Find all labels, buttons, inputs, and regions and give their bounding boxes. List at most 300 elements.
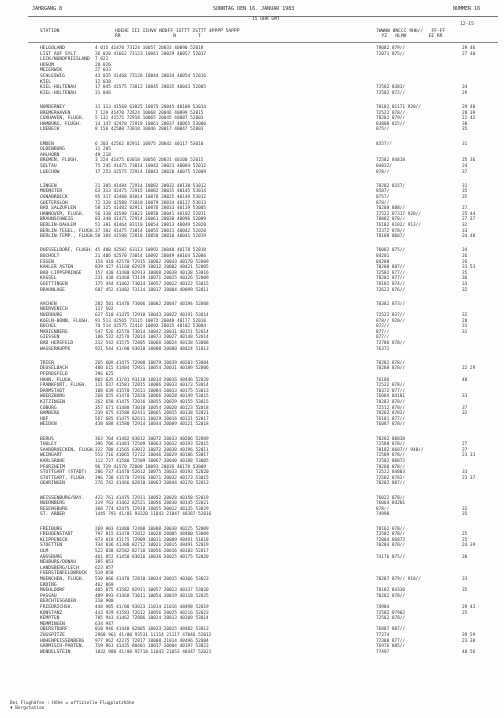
wind-gust: 24 bbox=[462, 164, 468, 169]
weather-code: 72582 86872 bbox=[376, 459, 406, 464]
station-name: BERCHTESGADEN bbox=[40, 599, 76, 605]
synop-code: 357 671 41480 73010 10054 20020 40123 52018 bbox=[95, 405, 209, 411]
wind-gust: 27 37 bbox=[462, 217, 476, 223]
wind-gust: 30 bbox=[462, 554, 468, 560]
weather-code: 877// bbox=[376, 329, 390, 335]
station-name: BREMEN, FLUGH. bbox=[40, 158, 79, 164]
weather-code: 77274 bbox=[376, 633, 390, 638]
station-name: BAD LIPPSPRINGE bbox=[40, 270, 82, 276]
wind-gust: 29 bbox=[462, 90, 468, 96]
station-name: NUERBURG bbox=[40, 313, 63, 318]
synop-code: 56 338 41580 73023 10058 20041 40102 52011 bbox=[95, 211, 207, 217]
synop-code: 12 038 bbox=[95, 79, 111, 85]
weather-code: 76064 84201 bbox=[376, 501, 406, 507]
synop-code: 5 131 41575 72918 10065 20045 40087 52003 bbox=[95, 116, 204, 122]
weather-code: 70288 887// bbox=[376, 265, 406, 271]
synop-column-subheader: RR N T bbox=[115, 34, 243, 39]
synop-code: 921 544 41/00 93010 10000 20000 48424 51013 bbox=[95, 346, 209, 352]
synop-code: 231 438 41468 73119 10071 20015 40126 52009 bbox=[95, 276, 209, 282]
weather-code: 72522 878// bbox=[376, 383, 406, 389]
weather-code: 72372 878// bbox=[376, 228, 406, 234]
synop-code: 11 113 41560 63025 10075 20045 40108 53014 bbox=[95, 105, 207, 110]
period-label: 12-15 bbox=[460, 22, 474, 27]
station-name: BERLIN-TEMP., FLUGH. bbox=[40, 234, 96, 240]
weather-column-subheader: YZ HLMH EE RR bbox=[376, 34, 443, 39]
synop-code: 175 444 41462 73014 10057 20022 40122 53015 bbox=[95, 282, 209, 287]
wind-gust: 25 bbox=[462, 537, 468, 543]
weather-code: 74984 bbox=[376, 605, 390, 610]
station-name: LUECHOW bbox=[40, 169, 60, 175]
synop-code: 11 205 bbox=[95, 147, 111, 153]
station-name: MUEHLDORF bbox=[40, 588, 65, 594]
wind-gust: 39 59 bbox=[462, 633, 476, 638]
station-name: BUCHEL bbox=[40, 324, 57, 330]
synop-code: 265 609 41475 72908 10079 20039 40203 53004 bbox=[95, 360, 209, 366]
weather-code: 70182 8687// 940// bbox=[376, 447, 424, 453]
synop-code: 14 147 42470 72918 10061 20037 40065 53000 bbox=[95, 121, 207, 127]
station-name: HAMBURG, FLUGH. bbox=[40, 121, 82, 127]
station-name: NORDERNEY bbox=[40, 105, 65, 110]
wind-gust: 31 bbox=[462, 329, 468, 335]
station-name: LANDSBERG/LECH bbox=[40, 565, 79, 571]
station-name: SCHLESWIG bbox=[40, 74, 65, 79]
synop-code: 276 742 41466 82810 10063 20044 40170 52013 bbox=[95, 481, 209, 487]
station-name: BAMBERG bbox=[40, 411, 60, 417]
station-name: ERDING bbox=[40, 582, 57, 588]
synop-code: 461 852 41458 83016 10036 20025 40175 52020 bbox=[95, 554, 209, 560]
station-name: FRIEDRICHSH. bbox=[40, 605, 74, 610]
weather-code: 72582 84818 bbox=[376, 158, 406, 164]
station-name: ZUGSPITZE bbox=[40, 633, 65, 638]
wind-gust: 28 39 bbox=[462, 110, 476, 116]
station-name: STUTTGART (STADT) bbox=[40, 470, 88, 476]
station-name: WEINGART bbox=[40, 453, 63, 459]
wind-gust: 24 39 bbox=[462, 543, 476, 549]
synop-code: 810 946 41440 82805 10023 20015 48482 53013 bbox=[95, 627, 209, 633]
station-name: HOHENPEISSENBERG bbox=[40, 638, 85, 644]
station-name: KIEL-HOLTENAU bbox=[40, 85, 76, 91]
report-header bbox=[28, 4, 498, 17]
synop-code: 218 900 bbox=[95, 599, 114, 605]
station-name: KITZINGEN bbox=[40, 400, 65, 405]
station-column-header: STATION bbox=[40, 29, 60, 34]
wind-gust: 35 bbox=[462, 195, 468, 200]
header-divider bbox=[28, 42, 498, 43]
synop-code: 977 962 42275 72817 10008 21014 48496 52004 bbox=[95, 638, 209, 644]
weather-code: 72522 87317 920// bbox=[376, 211, 421, 217]
synop-code: 805 635 41/01 93118 10014 20016 48446 52020 bbox=[95, 377, 209, 383]
wind-gust: 32 bbox=[462, 313, 468, 318]
station-name: KAHLER ASTEN bbox=[40, 265, 74, 271]
synop-code: 4 015 41470 73124 10057 20033 40090 52018 bbox=[95, 46, 204, 51]
weather-code: 78182 874// bbox=[376, 282, 406, 287]
synop-code: 111 637 41581 72815 10086 20033 40173 53014 bbox=[95, 383, 209, 389]
weather-code: 8357// bbox=[376, 141, 392, 147]
station-name: MUENCHEN, FLUGH. bbox=[40, 577, 85, 582]
station-name: HUSUM bbox=[40, 62, 54, 68]
wind-gust: 31 bbox=[462, 183, 468, 189]
station-name: OLDENBURG bbox=[40, 147, 65, 153]
synop-code: 63 313 42475 72915 10082 20035 40145 53014 bbox=[95, 189, 207, 195]
synop-code: 112 727 41580 72509 10067 20040 40188 53005 bbox=[95, 459, 209, 464]
station-name: GIESSEN bbox=[40, 335, 60, 341]
wind-gust: 35 bbox=[462, 270, 468, 276]
station-name: COBURG bbox=[40, 405, 57, 411]
weather-code: 76082 875// bbox=[376, 248, 406, 254]
synop-code: 70 514 42575 72416 10092 20035 40182 53004 bbox=[95, 324, 207, 330]
synop-code: 530 866 41470 72810 10034 20015 40166 53023 bbox=[95, 577, 209, 582]
station-name: KIEL bbox=[40, 79, 52, 85]
weather-code: 70288 878// bbox=[376, 366, 406, 372]
station-name: LINGEN bbox=[40, 183, 57, 189]
weather-code: 72582 87902 bbox=[376, 610, 406, 616]
synop-code: 409 893 41468 73011 10054 20019 40118 52025 bbox=[95, 593, 209, 599]
wind-gust: 35 bbox=[462, 512, 468, 518]
wind-gust: 36 bbox=[462, 276, 468, 282]
wind-gust: 34 bbox=[462, 248, 468, 254]
wind-gust: 23 37 bbox=[462, 475, 476, 481]
weather-code: 70282 878// bbox=[376, 593, 406, 599]
station-name: KONSTANZ bbox=[40, 610, 63, 616]
synop-code: 239 675 41580 82411 10065 20015 40138 52021 bbox=[95, 411, 209, 417]
wind-gust: 32 bbox=[462, 287, 468, 293]
weather-code: 8587/ bbox=[376, 189, 390, 195]
station-name: REGENSBURG bbox=[40, 506, 68, 512]
weather-code: 878// bbox=[376, 169, 390, 175]
station-name: NEUBURG/DONAU bbox=[40, 560, 76, 566]
synop-code: 262 658 41475 72016 10055 20029 40155 53015 bbox=[95, 400, 209, 405]
weather-code: 72522 84803 bbox=[376, 470, 406, 476]
station-name: ST. ARBER bbox=[40, 512, 65, 518]
station-name: LIST AUF SYLT bbox=[40, 51, 76, 57]
wind-gust: 27 bbox=[462, 206, 468, 212]
synop-code: 385 853 bbox=[95, 560, 114, 566]
wind-gust: 33 bbox=[462, 577, 468, 582]
station-name: MEIERWIK bbox=[40, 68, 63, 74]
synop-code: 2960 961 41/00 93531 11114 21117 47046 52012 bbox=[95, 633, 212, 638]
station-name: CUXHAVEN, FLUGH. bbox=[40, 116, 85, 122]
synop-code: 405 875 41582 82911 10057 20023 40137 53020 bbox=[95, 588, 209, 594]
issue-number: NUMMER 16 bbox=[453, 6, 481, 12]
station-name: HOF bbox=[40, 416, 49, 422]
weather-code: 70162 878// bbox=[376, 526, 406, 532]
report-date: SONNTAG DEN 16. JANUAR 1983 bbox=[213, 6, 295, 12]
weather-code: 76182 8182/ 913// bbox=[376, 223, 421, 228]
synop-code: 448 905 41/00 93023 11014 21016 48498 52019 bbox=[95, 605, 209, 610]
weather-code: 72588 878// bbox=[376, 442, 406, 448]
weather-code: 83808 815// bbox=[376, 121, 406, 127]
weather-code: 72582 878// bbox=[376, 616, 406, 622]
synop-code: 1445 791 41/01 93220 11042 21047 48387 52016 bbox=[95, 512, 212, 518]
station-name: DUESSELDORF, FLUGH. bbox=[40, 248, 93, 254]
station-name: WUERZBURG bbox=[40, 394, 65, 400]
weather-code: 72084 86872 bbox=[376, 537, 406, 543]
synop-code: 7 129 41470 72824 10068 20046 40099 52015 bbox=[95, 110, 204, 116]
station-name: BERUS bbox=[40, 436, 54, 442]
synop-code: 83 348 41475 72914 10061 20030 40096 52009 bbox=[95, 217, 207, 223]
wind-gust: 33 bbox=[462, 394, 468, 400]
synop-code: 43 035 41468 73120 10044 20034 40054 52016 bbox=[95, 74, 207, 79]
synop-code: 31 046 bbox=[95, 90, 111, 96]
weather-code: 76372 bbox=[376, 346, 390, 352]
weather-code: 76084 84101 bbox=[376, 394, 406, 400]
weather-code: 70182 81171 920// bbox=[376, 105, 421, 110]
synop-code: 286 737 41470 52612 10075 20033 40193 52020 bbox=[95, 470, 209, 476]
wind-gust: 32 bbox=[462, 506, 468, 512]
station-name: AUGSBURG bbox=[40, 554, 63, 560]
wind-gust: 40 56 bbox=[462, 649, 476, 655]
weather-code: 76087 878// bbox=[376, 422, 406, 428]
weather-code: 72582 878// bbox=[376, 532, 406, 538]
wind-gust: 32 bbox=[462, 223, 468, 228]
weather-code: 872// bbox=[376, 324, 390, 330]
synop-code: 45 400 42582 63113 10092 20040 40178 52010 bbox=[95, 248, 207, 254]
synop-code: 96 729 41570 72808 10091 20036 40178 53009 bbox=[95, 464, 207, 470]
station-name: NUERNBERG bbox=[40, 501, 65, 507]
weather-code: 72522 837// bbox=[376, 313, 406, 318]
weather-code: 877// bbox=[376, 335, 390, 341]
weather-code: 70282 8157/ bbox=[376, 183, 406, 189]
synop-code: 1832 980 41/00 92718 11043 21053 48447 52021 bbox=[95, 649, 212, 655]
wind-gust: 31 bbox=[462, 141, 468, 147]
wind-gust: 32 bbox=[462, 411, 468, 417]
wind-gust: 35 bbox=[462, 127, 468, 133]
weather-code: 70284 878// bbox=[376, 543, 406, 549]
synop-code: 797 815 41470 72812 10028 20005 48480 53009 bbox=[95, 532, 209, 538]
station-name: AHLHORN bbox=[40, 152, 60, 158]
weather-code: 72582 872// bbox=[376, 90, 406, 96]
station-name: KIEL-HOLTENAU bbox=[40, 90, 76, 96]
weather-code: 72512 878// bbox=[376, 405, 406, 411]
wind-gust: 22 42 bbox=[462, 116, 476, 122]
weather-code: 76887 887// bbox=[376, 627, 406, 633]
synop-code: 366 774 42475 72918 10055 20012 40135 53029 bbox=[95, 506, 209, 512]
wind-gust: 37 bbox=[462, 169, 468, 175]
station-name: SAARBRUECKEN, FLUGH. bbox=[40, 447, 96, 453]
synop-code: 322 708 41565 63012 10072 20030 40196 52011 bbox=[95, 447, 209, 453]
synop-code: 17 253 42575 72914 10043 20028 40075 52009 bbox=[95, 169, 207, 175]
weather-code: 72622 876// bbox=[376, 287, 406, 293]
station-name: OEHRINGEN bbox=[40, 481, 65, 487]
synop-code: 319 763 41462 82521 10056 20030 40145 52021 bbox=[95, 501, 209, 507]
station-name: THOLEY bbox=[40, 442, 57, 448]
wind-gust: 33 bbox=[462, 228, 468, 234]
wind-gust: 25 bbox=[462, 532, 468, 538]
station-name: MARIENBERG bbox=[40, 329, 68, 335]
weather-code: 70287 879// 910// bbox=[376, 577, 421, 582]
synop-code: 553 716 41065 72722 10046 20029 40186 53017 bbox=[95, 453, 209, 459]
synop-code: 17 045 41575 73012 10045 20035 40043 52005 bbox=[95, 85, 207, 91]
weather-code: 70382 873// bbox=[376, 301, 406, 307]
wind-gust: 25 36 bbox=[462, 158, 476, 164]
weather-code: 70288 878// bbox=[376, 464, 406, 470]
station-name: BERLIN-DAHLEM bbox=[40, 223, 76, 228]
synop-code: 627 510 41375 72910 10043 20022 40191 53014 bbox=[95, 313, 209, 318]
station-name: PFORZHEIM bbox=[40, 464, 65, 470]
synop-code: 202 501 41470 73006 10082 20047 40194 52008 bbox=[95, 301, 209, 307]
synop-code: 443 929 41583 72612 10056 20025 40216 52023 bbox=[95, 610, 209, 616]
station-name: KARLSRUHE bbox=[40, 459, 65, 464]
wind-gust: 48 bbox=[462, 377, 468, 383]
synop-code: 522 838 42582 82710 10056 20016 40183 52017 bbox=[95, 549, 209, 554]
synop-code: 72 320 42580 73018 10079 20034 40137 53013 bbox=[95, 200, 207, 206]
weather-code: 76976 885// bbox=[376, 644, 406, 650]
synop-code: 438 688 41580 72914 10044 20009 40121 52018 bbox=[95, 422, 209, 428]
synop-column-header: HOEHE III IIHVV NDDFF 1STTT 2STTT 4PPPP 5APPP bbox=[115, 29, 240, 34]
station-name: KOELN-BONN, FLUGH. bbox=[40, 318, 90, 324]
weather-code: 84832/ bbox=[376, 164, 392, 169]
wind-gust: 23 38 bbox=[462, 638, 476, 644]
synop-code: 28 026 bbox=[95, 62, 111, 68]
synop-code: 973 818 41175 72909 10011 20009 48491 51018 bbox=[95, 537, 209, 543]
synop-code: 154 410 42570 72915 10082 20043 40170 52009 bbox=[95, 259, 209, 265]
synop-code: 839 427 41160 82929 10012 20002 48421 52005 bbox=[95, 265, 209, 271]
page-footer bbox=[10, 701, 134, 711]
weather-code: 76186 bbox=[376, 377, 390, 383]
station-name: ULM bbox=[40, 549, 49, 554]
wind-gust: 35 bbox=[462, 588, 468, 594]
weather-code: 70282 8782/ bbox=[376, 411, 406, 417]
station-name: KLIPPENECK bbox=[40, 537, 68, 543]
weather-code: 70282 86830 bbox=[376, 436, 406, 442]
synop-code: 8 156 42580 73018 10046 20017 40047 52003 bbox=[95, 127, 204, 133]
weather-code: 78082 879// bbox=[376, 46, 406, 51]
synop-code: 607 452 41482 73114 10017 20004 40099 52011 bbox=[95, 287, 209, 293]
weather-code: 875// bbox=[376, 127, 390, 133]
station-name: AACHEN bbox=[40, 301, 57, 307]
weather-code: 74176 875// bbox=[376, 554, 406, 560]
station-name: WEISSENBURG/BAY. bbox=[40, 495, 85, 501]
weather-code: 70282 879// bbox=[376, 116, 406, 122]
synop-code: 75 245 41475 73014 10042 20023 40084 52012 bbox=[95, 164, 207, 169]
synop-code: 547 526 42570 73014 10042 20031 40151 52014 bbox=[95, 329, 209, 335]
station-name: FREUDENSTADT bbox=[40, 532, 74, 538]
synop-code: 108 639 41570 72611 10084 20033 40175 53013 bbox=[95, 388, 209, 394]
station-name: GUETERSLOH bbox=[40, 200, 68, 206]
synop-code: 58 325 41482 82911 10076 20033 40119 53005 bbox=[95, 206, 207, 212]
station-name: DEUSELBACH bbox=[40, 366, 68, 372]
station-name: GARMISCH-PARTEN. bbox=[40, 644, 85, 650]
synop-code: 705 943 41462 72806 10024 20013 40209 53014 bbox=[95, 616, 209, 622]
wind-gust: 29 43 bbox=[462, 605, 476, 610]
station-name: HANNOVER, FLUGH. bbox=[40, 211, 85, 217]
station-name: MUENSTER bbox=[40, 189, 63, 195]
wind-gust: 24 40 bbox=[462, 234, 476, 240]
weather-code: 878// bbox=[376, 200, 390, 206]
weather-code: 70282 887// bbox=[376, 481, 406, 487]
synop-code: 396 706 41481 72509 10063 20032 40193 52015 bbox=[95, 442, 209, 448]
synop-code: 21 406 42570 73014 10092 20049 40164 52006 bbox=[95, 254, 207, 259]
synop-code: 567 685 41475 82611 10029 20016 40131 52017 bbox=[95, 416, 209, 422]
weather-code: 72071 875// bbox=[376, 51, 406, 57]
weather-code: 8757/ bbox=[376, 195, 390, 200]
synop-code: 95 317 42480 83014 10078 20025 40149 53012 bbox=[95, 195, 207, 200]
weather-code: 70282 877// bbox=[376, 276, 406, 282]
wind-gust: 25 bbox=[462, 610, 468, 616]
synop-code: 26 020 41662 73123 10041 20029 40057 52017 bbox=[95, 51, 207, 57]
station-name: OSNABRUECK bbox=[40, 195, 68, 200]
volume-label: JAHRGANG 8 bbox=[32, 6, 63, 12]
weather-code: 72582 8782/ bbox=[376, 475, 406, 481]
synop-code: 422 761 41475 72911 10052 20028 40158 52019 bbox=[95, 495, 209, 501]
station-name: KASSEL bbox=[40, 276, 57, 282]
weather-code: 72522 878// bbox=[376, 110, 406, 116]
synop-code: 269 803 41480 72408 10088 20030 40225 52009 bbox=[95, 526, 209, 532]
wind-gust: 30 bbox=[462, 121, 468, 127]
station-name: BAD HERSFELD bbox=[40, 341, 74, 346]
wind-gust: 23 33 bbox=[462, 453, 476, 459]
station-name: STOETTEN bbox=[40, 543, 63, 549]
station-name: STUTTGART, FLUGH. bbox=[40, 475, 88, 481]
station-name: KEMPTEN bbox=[40, 616, 60, 622]
observation-time: 15 UHR GMT bbox=[252, 17, 280, 22]
synop-code: 268 655 41470 72820 10066 20028 40149 53015 bbox=[95, 394, 209, 400]
station-name: HELGOLAND bbox=[40, 46, 65, 51]
synop-code: 91 513 42565 73115 10072 20040 40177 52010 bbox=[95, 318, 207, 324]
station-name: WEIDEN bbox=[40, 422, 57, 428]
station-name: BAD SALZUFLEN bbox=[40, 206, 76, 212]
station-name: FUERSTENFELDBRUCK bbox=[40, 571, 88, 577]
synop-code: 634 947 bbox=[95, 621, 114, 627]
wind-gust: 33 53 bbox=[462, 265, 476, 271]
wind-gust: 33 bbox=[462, 282, 468, 287]
wind-gust: 27 bbox=[462, 447, 468, 453]
synop-code: 7 022 bbox=[95, 57, 109, 63]
synop-code: 719 963 41435 80401 10017 20004 40197 53023 bbox=[95, 644, 209, 650]
wind-gust: 33 bbox=[462, 470, 468, 476]
weather-code: 72786 878// bbox=[376, 341, 406, 346]
station-name: NOERVENICH bbox=[40, 307, 68, 313]
weather-code: 77497 bbox=[376, 649, 390, 655]
synop-code: 3 224 41475 63018 10056 20031 40100 52015 bbox=[95, 158, 204, 164]
weather-code: 878// 920// bbox=[376, 318, 406, 324]
wind-gust: 22 29 bbox=[462, 366, 476, 372]
synop-code: 363 704 41482 83012 10072 20033 40206 52009 bbox=[95, 436, 209, 442]
synop-code: 37 382 41475 73014 10055 20011 40042 52020 bbox=[95, 228, 207, 234]
wind-gust: 28 bbox=[462, 318, 468, 324]
station-name: GOETTINGEN bbox=[40, 282, 68, 287]
weather-code: 76022 878// bbox=[376, 495, 406, 501]
station-name: OBERSTDORF bbox=[40, 627, 68, 633]
station-name: BERLIN-TEGEL, FLUGH. bbox=[40, 228, 96, 234]
synop-code: 212 542 41575 72805 10068 20024 40138 53008 bbox=[95, 341, 209, 346]
wind-gust: 26 bbox=[462, 254, 468, 259]
wind-gust: 27 bbox=[462, 442, 468, 448]
station-name: BREMERHAVEN bbox=[40, 110, 71, 116]
synop-code: 49 218 bbox=[95, 152, 111, 158]
station-name: FRANKFURT, FLUGH. bbox=[40, 383, 88, 389]
wind-gust: 31 bbox=[462, 324, 468, 330]
synop-code: 396 738 41570 72916 10071 20032 40173 53015 bbox=[95, 475, 209, 481]
synop-code: 21 305 41484 72914 10082 20032 40138 53012 bbox=[95, 183, 207, 189]
wind-gust: 29 40 bbox=[462, 105, 476, 110]
synop-code: 186 532 42570 72014 10073 20027 40148 52014 bbox=[95, 335, 209, 341]
station-name: LUEBECK bbox=[40, 127, 60, 133]
weather-code: 70282 878// bbox=[376, 360, 406, 366]
station-name: TRIER bbox=[40, 360, 54, 366]
station-name: WASSERKUPPE bbox=[40, 346, 71, 352]
station-name: FREIBURG bbox=[40, 526, 63, 532]
footer-note-airports: Bei Flughäfen : Höhe = offizielle Flugplatzhöhe bbox=[10, 701, 135, 706]
weather-code: 72589 878// bbox=[376, 453, 406, 459]
synop-code: 50 384 41580 72818 10058 20010 40041 52019 bbox=[95, 234, 207, 240]
station-name: HAHN, FLUGH. bbox=[40, 377, 74, 383]
synop-code: 51 381 41464 83110 10054 20013 40049 52020 bbox=[95, 223, 207, 228]
station-name: ESSEN bbox=[40, 259, 54, 265]
synop-code: 519 858 bbox=[95, 571, 114, 577]
weather-code: 84201 bbox=[376, 254, 390, 259]
station-name: EMDEN bbox=[40, 141, 54, 147]
